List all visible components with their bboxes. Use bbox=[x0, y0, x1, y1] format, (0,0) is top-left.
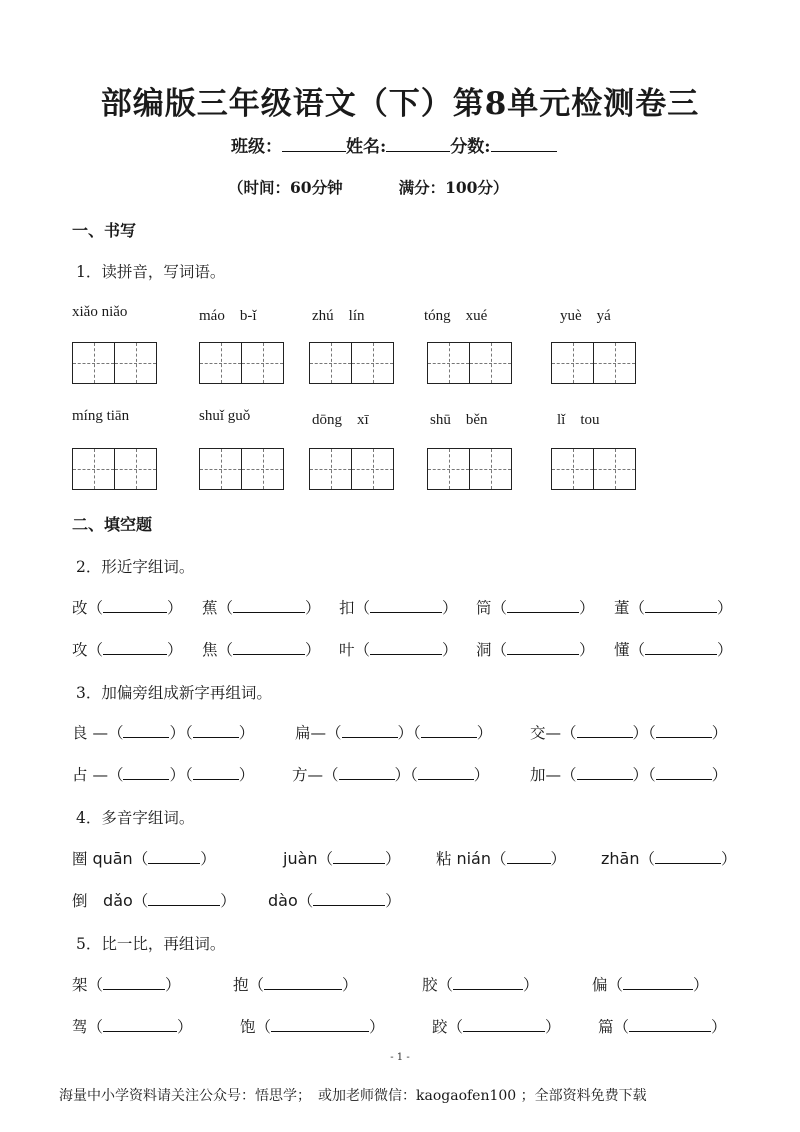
similar-char-item: 筒（ ） bbox=[476, 599, 595, 617]
polyphone-item: dào（ ） bbox=[268, 891, 401, 910]
similar-char-item: 懂（ ） bbox=[614, 641, 733, 659]
polyphone-item: 倒 dǎo（ ） bbox=[72, 891, 236, 910]
answer-blank[interactable] bbox=[339, 764, 395, 780]
compare-item: 饱（ ） bbox=[240, 1018, 385, 1036]
answer-blank[interactable] bbox=[193, 722, 239, 738]
answer-blank[interactable] bbox=[453, 974, 523, 990]
answer-blank[interactable] bbox=[264, 974, 342, 990]
writing-grid[interactable] bbox=[72, 448, 157, 490]
answer-blank[interactable] bbox=[370, 639, 442, 655]
answer-blank[interactable] bbox=[123, 722, 169, 738]
pinyin-1-5: yuè yá bbox=[560, 308, 611, 324]
writing-grid[interactable] bbox=[72, 342, 157, 384]
writing-grid[interactable] bbox=[309, 448, 394, 490]
similar-char-item: 攻（ ） bbox=[72, 641, 183, 659]
answer-blank[interactable] bbox=[342, 722, 398, 738]
radical-item: 良 —（ ）（ ） bbox=[72, 724, 255, 742]
question-5: 5．比一比，再组词。 bbox=[76, 935, 226, 953]
answer-blank[interactable] bbox=[148, 890, 220, 906]
question-2: 2．形近字组词。 bbox=[76, 558, 195, 576]
compare-item: 驾（ ） bbox=[72, 1018, 193, 1036]
section-fill-heading: 二、填空题 bbox=[72, 515, 153, 534]
exam-time: （时间：60分钟 bbox=[228, 178, 343, 197]
name-blank[interactable] bbox=[386, 134, 450, 152]
answer-blank[interactable] bbox=[123, 764, 169, 780]
compare-item: 篇（ ） bbox=[598, 1018, 727, 1036]
footer-notice: 海量中小学资料请关注公众号：悟思学； 或加老师微信：kaogaofen100 ；全部资料免费下载 bbox=[59, 1088, 647, 1104]
answer-blank[interactable] bbox=[463, 1016, 545, 1032]
page-number: - 1 - bbox=[390, 1052, 410, 1063]
answer-blank[interactable] bbox=[577, 722, 633, 738]
radical-item: 加—（ ）（ ） bbox=[530, 766, 728, 784]
answer-blank[interactable] bbox=[507, 597, 579, 613]
score-blank[interactable] bbox=[491, 134, 557, 152]
polyphone-item: 粘 nián（ ） bbox=[436, 849, 567, 868]
radical-item: 方—（ ）（ ） bbox=[292, 766, 490, 784]
writing-grid[interactable] bbox=[309, 342, 394, 384]
similar-char-item: 蕉（ ） bbox=[202, 599, 321, 617]
pinyin-2-5: lǐ tou bbox=[557, 412, 600, 428]
answer-blank[interactable] bbox=[233, 597, 305, 613]
answer-blank[interactable] bbox=[233, 639, 305, 655]
class-blank[interactable] bbox=[282, 134, 346, 152]
compare-item: 架（ ） bbox=[72, 976, 181, 994]
student-info-line bbox=[231, 132, 557, 157]
question-1: 1．读拼音，写词语。 bbox=[76, 263, 226, 281]
similar-char-item: 叶（ ） bbox=[339, 641, 458, 659]
compare-item: 胶（ ） bbox=[422, 976, 539, 994]
writing-grid[interactable] bbox=[199, 342, 284, 384]
similar-char-item: 洞（ ） bbox=[476, 641, 595, 659]
pinyin-2-1: míng tiān bbox=[72, 408, 130, 424]
class-label: 班级： bbox=[231, 137, 282, 157]
pinyin-1-4: tóng xué bbox=[424, 308, 488, 324]
question-4: 4．多音字组词。 bbox=[76, 809, 195, 827]
answer-blank[interactable] bbox=[623, 974, 693, 990]
pinyin-1-1: xiǎo niǎo bbox=[72, 304, 128, 320]
answer-blank[interactable] bbox=[507, 848, 551, 864]
answer-blank[interactable] bbox=[313, 890, 385, 906]
similar-char-item: 焦（ ） bbox=[202, 641, 321, 659]
answer-blank[interactable] bbox=[370, 597, 442, 613]
answer-blank[interactable] bbox=[333, 848, 385, 864]
name-label: 姓名: bbox=[346, 137, 387, 157]
writing-grid[interactable] bbox=[427, 448, 512, 490]
pinyin-2-3: dōng xī bbox=[312, 412, 369, 428]
answer-blank[interactable] bbox=[103, 974, 165, 990]
polyphone-item: 圈 quān（ ） bbox=[72, 849, 216, 868]
answer-blank[interactable] bbox=[655, 848, 721, 864]
answer-blank[interactable] bbox=[629, 1016, 711, 1032]
pinyin-2-4: shū běn bbox=[430, 412, 488, 428]
compare-item: 偏（ ） bbox=[592, 976, 709, 994]
polyphone-item: zhān（ ） bbox=[601, 849, 737, 868]
answer-blank[interactable] bbox=[193, 764, 239, 780]
polyphone-item: juàn（ ） bbox=[283, 849, 401, 868]
answer-blank[interactable] bbox=[103, 597, 167, 613]
pinyin-1-3: zhú lín bbox=[312, 308, 365, 324]
question-3: 3．加偏旁组成新字再组词。 bbox=[76, 684, 272, 702]
answer-blank[interactable] bbox=[148, 848, 200, 864]
answer-blank[interactable] bbox=[103, 639, 167, 655]
score-label: 分数: bbox=[450, 137, 491, 157]
radical-item: 交—（ ）（ ） bbox=[530, 724, 728, 742]
answer-blank[interactable] bbox=[577, 764, 633, 780]
full-score: 满分：100分） bbox=[398, 178, 509, 197]
writing-grid[interactable] bbox=[199, 448, 284, 490]
answer-blank[interactable] bbox=[645, 597, 717, 613]
section-writing-heading: 一、书写 bbox=[72, 221, 137, 240]
writing-grid[interactable] bbox=[551, 342, 636, 384]
similar-char-item: 董（ ） bbox=[614, 599, 733, 617]
answer-blank[interactable] bbox=[645, 639, 717, 655]
answer-blank[interactable] bbox=[271, 1016, 369, 1032]
radical-item: 占 —（ ）（ ） bbox=[72, 766, 255, 784]
radical-item: 扁—（ ）（ ） bbox=[295, 724, 493, 742]
answer-blank[interactable] bbox=[656, 722, 712, 738]
answer-blank[interactable] bbox=[418, 764, 474, 780]
pinyin-2-2: shuǐ guǒ bbox=[199, 408, 251, 424]
compare-item: 跤（ ） bbox=[432, 1018, 561, 1036]
writing-grid[interactable] bbox=[427, 342, 512, 384]
similar-char-item: 扣（ ） bbox=[339, 599, 458, 617]
answer-blank[interactable] bbox=[656, 764, 712, 780]
page-title: 部编版三年级语文（下）第8单元检测卷三 bbox=[100, 86, 700, 122]
compare-item: 抱（ ） bbox=[233, 976, 358, 994]
answer-blank[interactable] bbox=[421, 722, 477, 738]
writing-grid[interactable] bbox=[551, 448, 636, 490]
answer-blank[interactable] bbox=[507, 639, 579, 655]
similar-char-item: 改（ ） bbox=[72, 599, 183, 617]
exam-time-info bbox=[228, 176, 508, 198]
answer-blank[interactable] bbox=[103, 1016, 177, 1032]
pinyin-1-2: máo b-ǐ bbox=[199, 308, 257, 324]
